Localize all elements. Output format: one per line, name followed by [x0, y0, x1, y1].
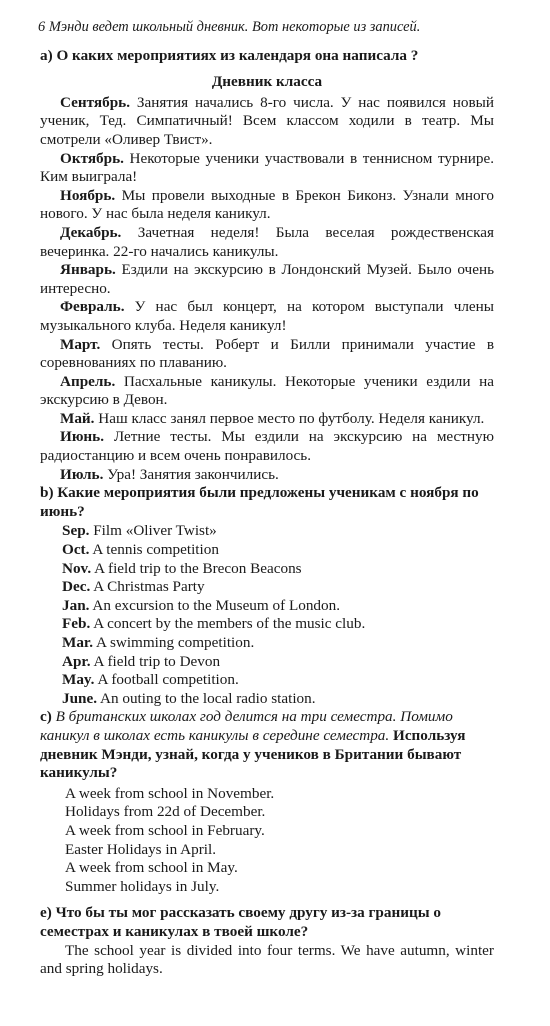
answer-e: The school year is divided into four terms. We have autumn, winter and spring holidays.: [40, 941, 494, 978]
item-month: Oct.: [62, 541, 90, 559]
item-month: Apr.: [62, 652, 91, 670]
entry-month: Май.: [60, 409, 95, 427]
entry-month: Декабрь.: [60, 223, 122, 241]
list-item: [62, 615, 494, 634]
item-text: A field trip to Devon: [90, 652, 221, 670]
entry-text: У нас был концерт, на котором выступали члены музыкального клуба. Неделя каникул!: [40, 298, 494, 334]
item-month: May.: [62, 671, 95, 689]
list-item: Summer holidays in July.: [65, 877, 220, 895]
item-month: June.: [62, 689, 98, 707]
entry-text: Пасхальные каникулы. Некоторые ученики ездили на экскурсию в Девон.: [40, 372, 494, 409]
diary-entry: [40, 373, 494, 410]
diary-entry: [40, 94, 494, 150]
item-month: Feb.: [62, 615, 91, 633]
item-text: A swimming competition.: [93, 634, 255, 651]
diary-entry: [40, 428, 494, 465]
item-text: A football competition.: [94, 671, 239, 689]
entry-month: Февраль.: [60, 298, 125, 316]
list-item: A week from school in May.: [65, 859, 238, 877]
list-item: Easter Holidays in April.: [65, 840, 217, 858]
diary-entry: [40, 187, 494, 224]
question-a: a) О каких мероприятиях из календаря она написала ?: [40, 46, 419, 64]
intro-line: [38, 18, 494, 37]
item-text: A Christmas Party: [90, 578, 205, 596]
diary-entry: [40, 224, 494, 261]
entry-text: Некоторые ученики участвовали в теннисном турнире. Ким выиграла!: [40, 149, 494, 186]
question-e: e) Что бы ты мог рассказать своему другу из-за границы о семестрах и каникулах в твоей школе?: [40, 904, 441, 940]
list-item: [62, 671, 494, 690]
entry-text: Занятия начались 8-го числа. У нас появился новый ученик, Тед. Симпатичный! Всем классом ходили в театр. Мы смотрели «Оливер Твист».: [40, 93, 494, 148]
list-item: [62, 634, 494, 653]
item-month: Nov.: [62, 559, 92, 577]
diary-entries: [40, 94, 494, 484]
item-text: Film «Oliver Twist»: [89, 522, 217, 540]
entry-month: Ноябрь.: [60, 186, 116, 204]
entry-text: Наш класс занял первое место по футболу. Неделя каникул.: [94, 409, 485, 427]
entry-month: Март.: [60, 335, 101, 353]
list-item: [62, 653, 494, 672]
list-item: [62, 690, 494, 709]
question-c-italic: В британских школах год делится на три семестра. Помимо каникул в школах есть каникулы в середине семестра.: [40, 708, 453, 744]
list-item: [62, 578, 494, 597]
diary-entry: [40, 466, 494, 485]
entry-text: Зачетная неделя! Была веселая рождественская вечеринка. 22-го начались каникулы.: [40, 223, 494, 260]
list-item: [62, 522, 494, 541]
diary-entry: [40, 410, 494, 429]
entry-text: Ура! Занятия закончились.: [103, 465, 279, 483]
diary-entry: [40, 336, 494, 373]
diary-entry: [40, 261, 494, 298]
entry-text: Мы провели выходные в Брекон Биконз. Узнали много нового. У нас была неделя каникул.: [40, 186, 494, 223]
question-c-label: c): [40, 708, 52, 726]
list-item: A week from school in November.: [65, 784, 275, 802]
entry-text: Ездили на экскурсию в Лондонский Музей. Было очень интересно.: [40, 261, 494, 297]
entry-text: Летние тесты. Мы ездили на экскурсию на местную радиостанцию и всем очень понравилось.: [40, 428, 494, 465]
entry-month: Сентябрь.: [60, 93, 130, 111]
entry-month: Июль.: [60, 465, 104, 483]
diary-entry: [40, 298, 494, 335]
entry-month: Апрель.: [60, 372, 116, 390]
question-b: b) Какие мероприятия были предложены ученикам с ноября по июнь?: [40, 484, 479, 520]
item-month: Sep.: [62, 522, 90, 540]
entry-month: Январь.: [60, 261, 116, 279]
item-month: Mar.: [62, 634, 94, 651]
item-text: An outing to the local radio station.: [97, 689, 316, 707]
holidays-list: [40, 785, 494, 897]
list-item: [62, 541, 494, 560]
spacer: [40, 896, 494, 904]
item-month: Jan.: [62, 596, 90, 614]
list-item: [62, 597, 494, 616]
list-item: [62, 560, 494, 579]
question-c: [40, 708, 494, 782]
activities-list: [40, 522, 494, 708]
intro-text: Мэнди ведет школьный дневник. Вот некоторые из записей.: [48, 19, 421, 35]
list-item: A week from school in February.: [65, 821, 265, 839]
entry-month: Июнь.: [60, 428, 104, 446]
entry-text: Опять тесты. Роберт и Билли принимали участие в соревнованиях по плаванию.: [40, 335, 494, 372]
item-text: A field trip to the Brecon Beacons: [91, 559, 302, 577]
diary-entry: [40, 150, 494, 187]
page-number: 6: [38, 19, 46, 35]
entry-month: Октябрь.: [60, 149, 124, 167]
item-text: A concert by the members of the music club.: [90, 615, 366, 633]
item-month: Dec.: [62, 578, 91, 596]
item-text: A tennis competition: [89, 541, 219, 559]
question-c-bold: Используя дневник Мэнди, узнай, когда у учеников в Британии бывают каникулы?: [40, 726, 466, 782]
diary-title: Дневник класса: [211, 73, 323, 91]
list-item: Holidays from 22d of December.: [65, 803, 266, 821]
item-text: An excursion to the Museum of London.: [89, 596, 341, 614]
